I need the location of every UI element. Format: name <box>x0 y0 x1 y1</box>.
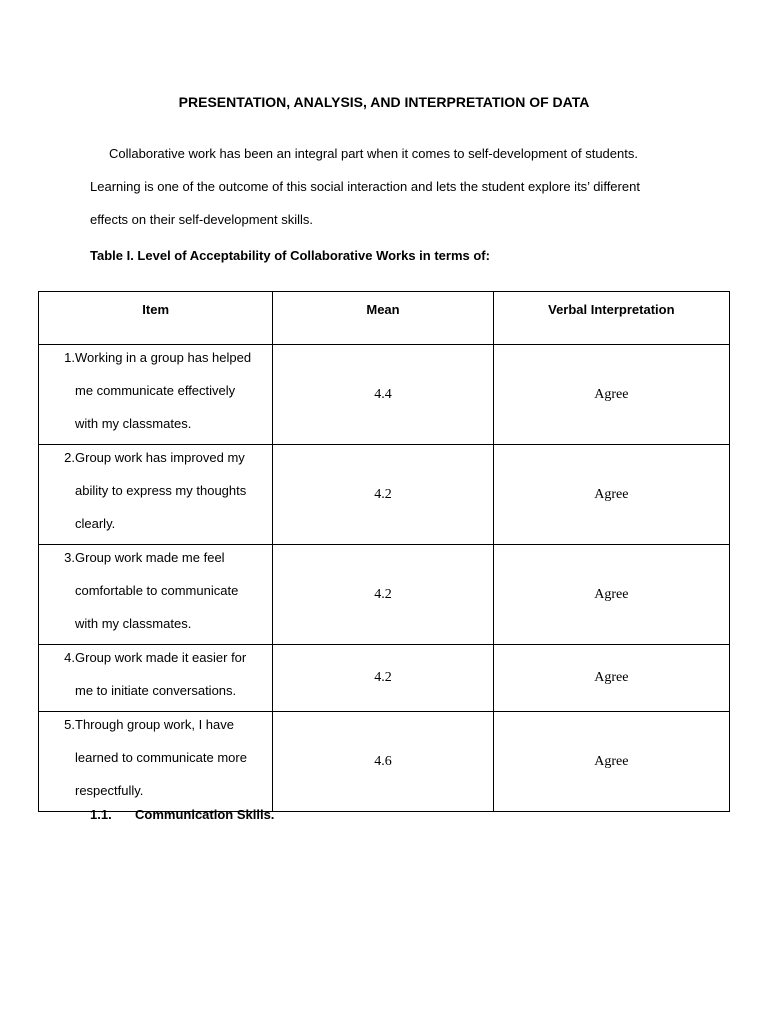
table-row <box>39 712 730 812</box>
table-row <box>39 345 730 445</box>
item-number: 4. <box>64 650 75 665</box>
item-text-line: Through group work, I have <box>75 717 234 732</box>
verbal-interpretation: Agree <box>493 345 729 445</box>
header-verbal-interpretation: Verbal Interpretation <box>493 292 729 345</box>
table-row <box>39 545 730 645</box>
mean-value: 4.2 <box>273 545 493 645</box>
item-cell <box>39 345 273 445</box>
item-number: 3. <box>64 550 75 565</box>
paragraph-line: Learning is one of the outcome of this social interaction and lets the student explore its’ different <box>90 179 640 194</box>
mean-value: 4.2 <box>273 645 493 712</box>
acceptability-table <box>38 291 730 812</box>
header-item: Item <box>39 292 273 345</box>
paragraph-line: effects on their self-development skills. <box>90 212 314 227</box>
verbal-interpretation: Agree <box>493 445 729 545</box>
item-text-line: me communicate effectively <box>75 383 236 398</box>
item-cell <box>39 712 273 812</box>
mean-value: 4.2 <box>273 445 493 545</box>
item-text-line: with my classmates. <box>75 416 192 431</box>
item-text-line: Group work has improved my <box>75 450 245 465</box>
section-number: 1.1. <box>90 807 112 822</box>
item-cell <box>39 645 273 712</box>
mean-value: 4.4 <box>273 345 493 445</box>
item-text-line: with my classmates. <box>75 616 192 631</box>
item-text-line: me to initiate conversations. <box>75 683 237 698</box>
item-cell <box>39 545 273 645</box>
item-text-line: ability to express my thoughts <box>75 483 247 498</box>
item-number: 2. <box>64 450 75 465</box>
item-text-line: respectfully. <box>75 783 144 798</box>
item-number: 5. <box>64 717 75 732</box>
item-text-line: Group work made me feel <box>75 550 225 565</box>
verbal-interpretation: Agree <box>493 645 729 712</box>
page-title: PRESENTATION, ANALYSIS, AND INTERPRETATION OF DATA <box>178 94 590 110</box>
mean-value: 4.6 <box>273 712 493 812</box>
intro-paragraph <box>90 137 690 236</box>
table-header-row <box>39 292 730 345</box>
item-number: 1. <box>64 350 75 365</box>
item-text-line: Group work made it easier for <box>75 650 247 665</box>
paragraph-line: Collaborative work has been an integral part when it comes to self-development of students. <box>109 146 638 161</box>
item-cell <box>39 445 273 545</box>
table-row <box>39 445 730 545</box>
verbal-interpretation: Agree <box>493 712 729 812</box>
item-text-line: Working in a group has helped <box>75 350 252 365</box>
verbal-interpretation: Agree <box>493 545 729 645</box>
item-text-line: learned to communicate more <box>75 750 247 765</box>
section-title: Communication Skills. <box>135 807 275 822</box>
section-heading <box>90 806 274 824</box>
header-mean: Mean <box>273 292 493 345</box>
item-text-line: comfortable to communicate <box>75 583 239 598</box>
table-caption: Table I. Level of Acceptability of Collaborative Works in terms of: <box>90 248 490 263</box>
table-row <box>39 645 730 712</box>
item-text-line: clearly. <box>75 516 116 531</box>
